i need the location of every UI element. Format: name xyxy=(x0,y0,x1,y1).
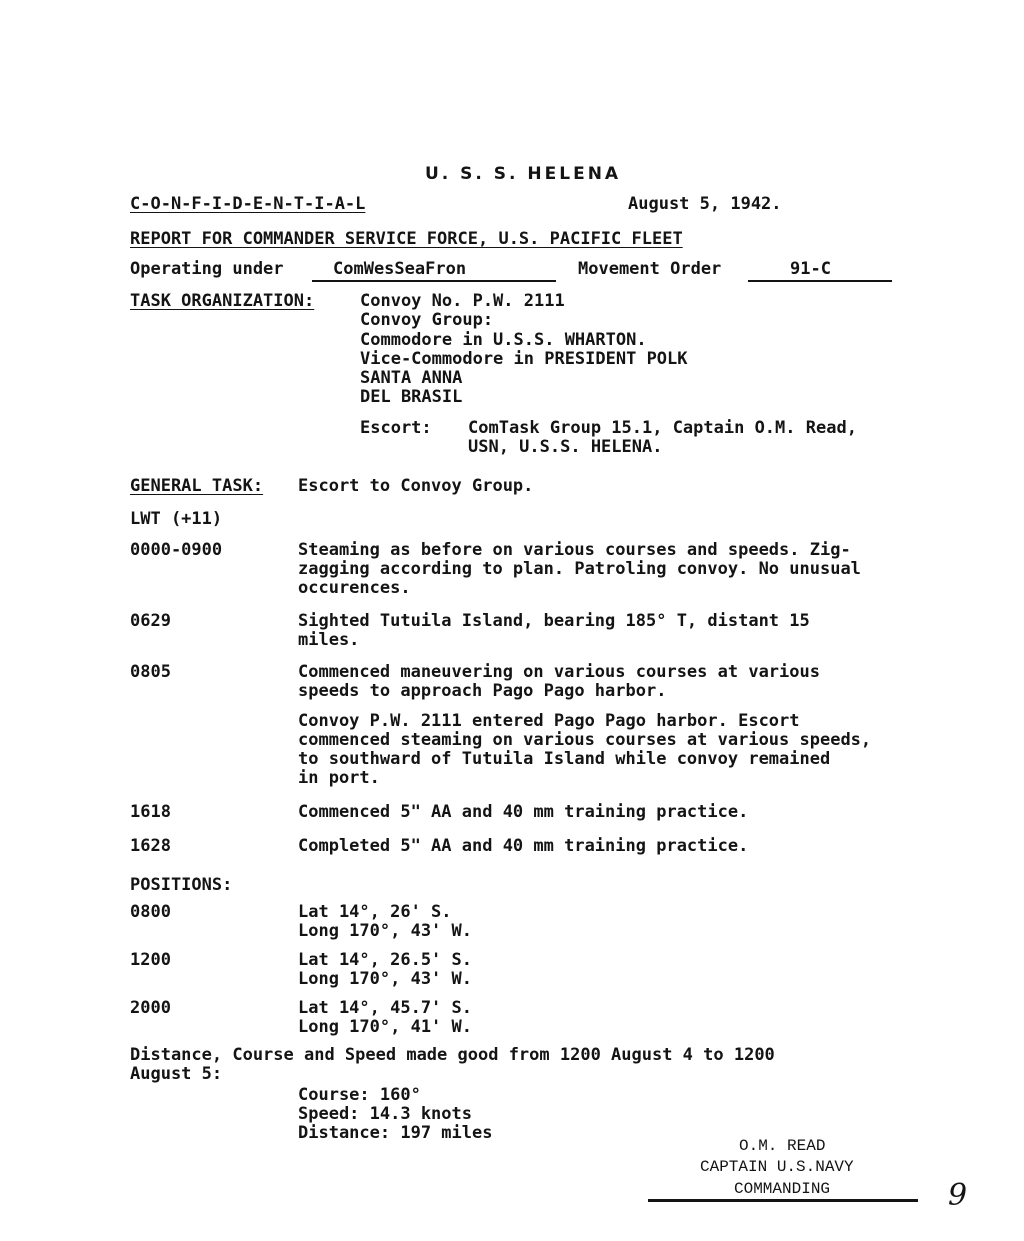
made-good-speed: Speed: 14.3 knots xyxy=(298,1104,472,1124)
escort-label: Escort: xyxy=(360,418,432,438)
movement-order-value: 91-C xyxy=(790,259,831,279)
made-good-distance: Distance: 197 miles xyxy=(298,1123,493,1143)
position-time: 1200 xyxy=(130,950,171,970)
log-time: 0629 xyxy=(130,611,171,631)
position-lat: Lat 14°, 26' S. xyxy=(298,902,452,922)
time-zone: LWT (+11) xyxy=(130,509,223,529)
task-org-line-5: SANTA ANNA xyxy=(360,368,463,388)
page-number: 9 xyxy=(948,1178,968,1213)
movement-order-label: Movement Order xyxy=(578,259,722,279)
operating-under-value: ComWesSeaFron xyxy=(333,259,467,279)
position-long: Long 170°, 41' W. xyxy=(298,1017,472,1037)
task-org-line-4: Vice-Commodore in PRESIDENT POLK xyxy=(360,349,688,369)
log-entry: Commenced 5" AA and 40 mm training practice. xyxy=(298,802,749,822)
general-task-text: Escort to Convoy Group. xyxy=(298,476,534,496)
task-org-line-2: Convoy Group: xyxy=(360,310,494,330)
log-time: 0000-0900 xyxy=(130,540,223,560)
position-long: Long 170°, 43' W. xyxy=(298,921,472,941)
position-lat: Lat 14°, 45.7' S. xyxy=(298,998,472,1018)
signature-rule xyxy=(648,1199,918,1202)
task-organization-label: TASK ORGANIZATION: xyxy=(130,291,315,311)
position-lat: Lat 14°, 26.5' S. xyxy=(298,950,472,970)
signature-role: COMMANDING xyxy=(734,1180,831,1198)
escort-line-2: USN, U.S.S. HELENA. xyxy=(468,437,663,457)
movement-order-rule xyxy=(748,280,892,282)
log-entry: Sighted Tutuila Island, bearing 185° T, distant 15 miles. xyxy=(298,611,810,650)
position-time: 0800 xyxy=(130,902,171,922)
operating-under-rule xyxy=(312,280,556,282)
ship-title: U. S. S. HELENA xyxy=(425,164,622,184)
position-long: Long 170°, 43' W. xyxy=(298,969,472,989)
task-org-line-1: Convoy No. P.W. 2111 xyxy=(360,291,565,311)
escort-line-1: ComTask Group 15.1, Captain O.M. Read, xyxy=(468,418,857,438)
report-date: August 5, 1942. xyxy=(628,194,782,214)
positions-label: POSITIONS: xyxy=(130,875,233,895)
report-recipient: REPORT FOR COMMANDER SERVICE FORCE, U.S. PACIFIC FLEET xyxy=(130,229,683,249)
general-task-label: GENERAL TASK: xyxy=(130,476,264,496)
operating-under-label: Operating under xyxy=(130,259,284,279)
classification-marking: C-O-N-F-I-D-E-N-T-I-A-L xyxy=(130,194,366,214)
position-time: 2000 xyxy=(130,998,171,1018)
signature-rank: CAPTAIN U.S.NAVY xyxy=(700,1158,854,1176)
log-entry: Convoy P.W. 2111 entered Pago Pago harbor. Escort commenced steaming on various courses at various speeds, to southward of Tutuila Island while convoy remained in port. xyxy=(298,711,872,788)
made-good-course: Course: 160° xyxy=(298,1085,421,1105)
log-entry: Commenced maneuvering on various courses at various speeds to approach Pago Pago harbor. xyxy=(298,662,820,701)
log-time: 0805 xyxy=(130,662,171,682)
log-time: 1618 xyxy=(130,802,171,822)
made-good-intro: Distance, Course and Speed made good from 1200 August 4 to 1200 August 5: xyxy=(130,1045,775,1084)
task-org-line-3: Commodore in U.S.S. WHARTON. xyxy=(360,330,647,350)
log-entry: Completed 5" AA and 40 mm training practice. xyxy=(298,836,749,856)
signature-name: O.M. READ xyxy=(739,1137,826,1155)
task-org-line-6: DEL BRASIL xyxy=(360,387,463,407)
log-time: 1628 xyxy=(130,836,171,856)
log-entry: Steaming as before on various courses and speeds. Zig- zagging according to plan. Patroling convoy. No unusual occurences. xyxy=(298,540,861,598)
